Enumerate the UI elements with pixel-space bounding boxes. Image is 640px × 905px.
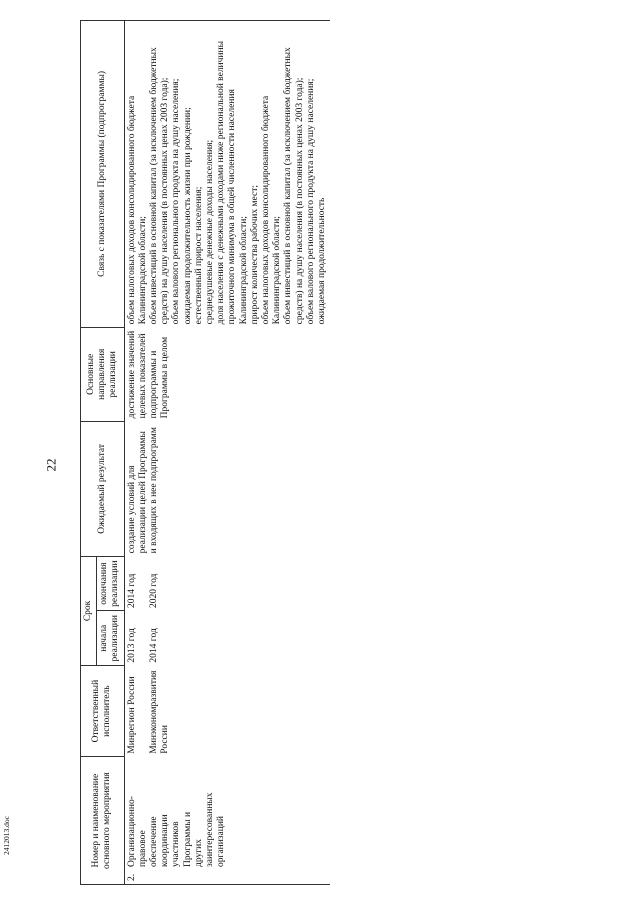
file-name-footer: 2412013.doc xyxy=(2,816,11,855)
cell-number-name xyxy=(124,757,330,885)
header-main-directions: Основные направления реализации xyxy=(81,327,125,421)
header-row xyxy=(81,21,97,885)
row-number: 2. xyxy=(126,873,137,881)
header-expected-result: Ожидаемый результат xyxy=(81,421,125,556)
cell-main-directions: достижение значений целевых показателей подпрограммы и Программы в целом xyxy=(126,330,171,419)
cell-start: 2013 год 2014 год xyxy=(126,628,160,663)
header-responsible: Ответственный исполнитель xyxy=(81,666,125,757)
rotated-sheet xyxy=(80,20,380,885)
cell-link-indicators: объем налоговых доходов консолидированного бюджета Калининградской области; объем инвестиций в основной капитал (за исключением бюджетных средств) на душу населения (в постоянных ценах 2003 года); объем валового регионального продукта на душу населения; ожидаемая продолжительность жизни при рождении; естественный прирост населения; среднедушевые денежные доходы населения; доля населения с денежными доходами ниже региональной величины прожиточного минимума в общей численности населения Калининградской области; прирост количества рабочих мест; объем налоговых доходов консолидированного бюджета Калининградской области; объем инвестиций в основной капитал (за исключением бюджетных средств) на душу населения (в постоянных ценах 2003 года); объем валового регионального продукта на душу населения; ожидаемая продолжительность xyxy=(124,21,330,328)
page-number: 22 xyxy=(43,458,59,472)
header-term-end: окончания реализации xyxy=(97,556,124,611)
cell-expected-result: создание условий для реализации целей Программы и входящих в нее подпрограмм xyxy=(126,427,160,554)
row-name: Организационно- правовое обеспечение координации участников Программы и других заинтересованных организаций xyxy=(126,792,227,867)
cell-end: 2014 год 2020 год xyxy=(126,573,160,608)
activities-table xyxy=(80,20,330,885)
header-link-indicators: Связь с показателями Программы (подпрограммы) xyxy=(81,21,125,328)
cell-responsible: Минрегион России Минэкономразвития России xyxy=(126,670,171,754)
header-term-start: начала реализации xyxy=(97,611,124,666)
header-number-name: Номер и наименование основного мероприятия xyxy=(81,757,125,885)
table-row xyxy=(124,21,330,885)
header-term: Срок xyxy=(81,556,97,665)
